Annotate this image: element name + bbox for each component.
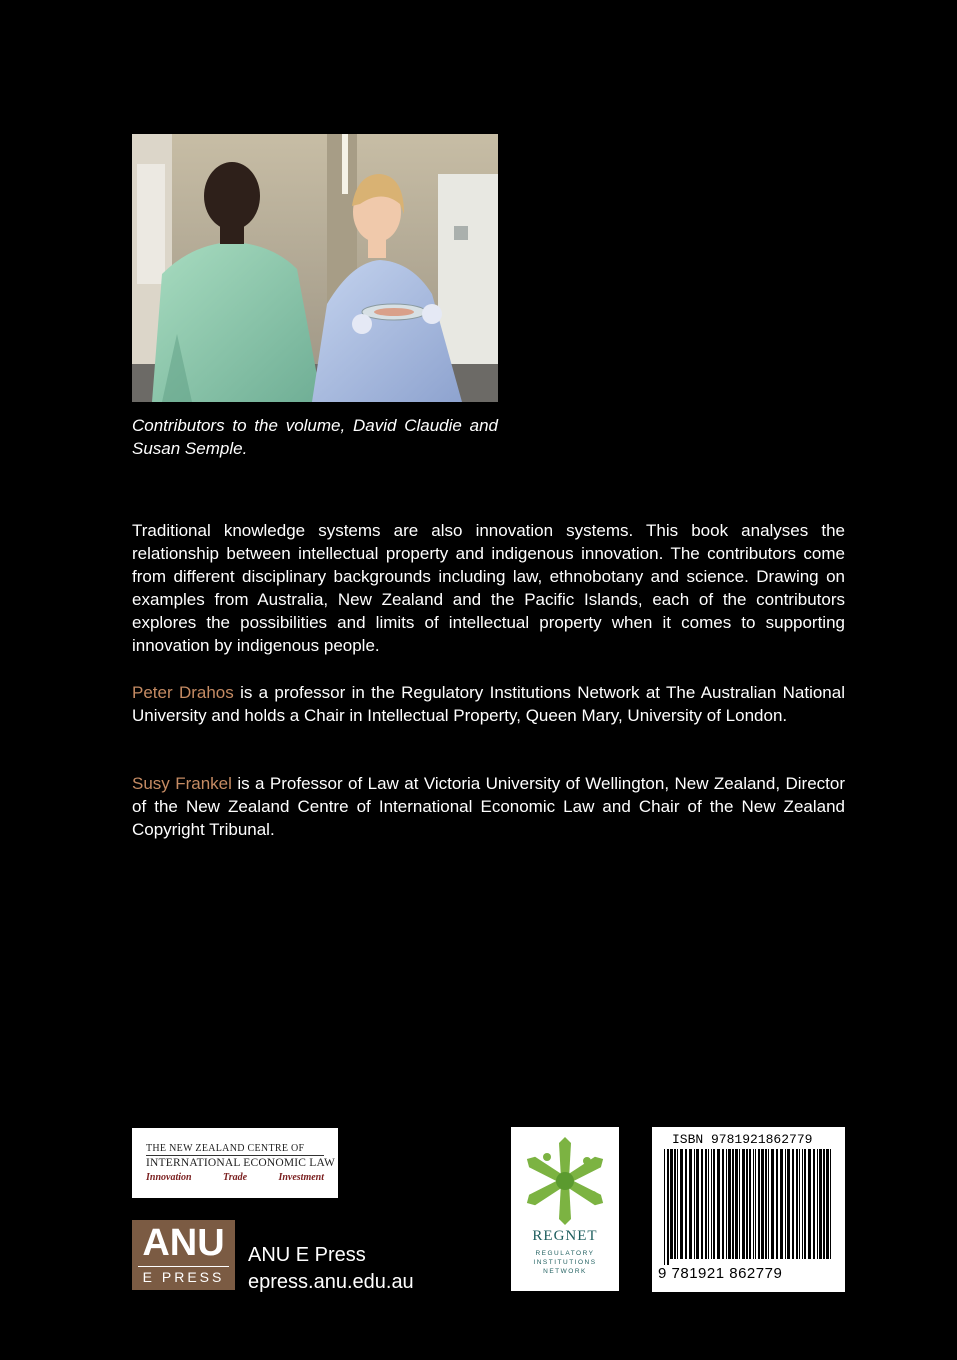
- barcode-bar: [755, 1149, 756, 1259]
- barcode-bar: [768, 1149, 769, 1259]
- barcode-bar: [808, 1149, 811, 1259]
- regnet-subtitle: REGULATORY INSTITUTIONS NETWORK: [533, 1250, 597, 1275]
- barcode-bar: [799, 1149, 800, 1259]
- barcode-bar: [708, 1149, 709, 1259]
- barcode-bar: [823, 1149, 825, 1259]
- regnet-name: REGNET: [532, 1228, 598, 1244]
- cover-photo: [132, 134, 498, 402]
- barcode-bar: [771, 1149, 774, 1259]
- nzciel-line1: THE NEW ZEALAND CENTRE OF: [146, 1143, 305, 1154]
- publisher-url: epress.anu.edu.au: [248, 1271, 414, 1293]
- barcode-bar: [717, 1149, 720, 1259]
- barcode-bar: [765, 1149, 767, 1259]
- publisher-name: ANU E Press: [248, 1244, 366, 1266]
- barcode-bar: [802, 1149, 803, 1259]
- barcode-bar: [670, 1149, 673, 1259]
- barcode-bars: [660, 1149, 837, 1265]
- tagline: Investment: [278, 1172, 324, 1183]
- anu-logo-subtext: E PRESS: [142, 1269, 225, 1285]
- barcode-bar: [696, 1149, 699, 1259]
- barcode-bar: [813, 1149, 815, 1259]
- barcode-bar: [711, 1149, 712, 1259]
- barcode-bar: [796, 1149, 798, 1259]
- anu-epress-logo: [132, 1220, 235, 1290]
- barcode-bar: [780, 1149, 783, 1259]
- barcode-bar: [804, 1149, 806, 1259]
- barcode-bar: [701, 1149, 703, 1259]
- barcode-bar: [785, 1149, 786, 1259]
- barcode-bar: [694, 1149, 695, 1259]
- barcode-bar: [677, 1149, 678, 1259]
- barcode-bar: [826, 1149, 829, 1259]
- tagline: Trade: [222, 1172, 248, 1183]
- barcode-bar: [713, 1149, 715, 1259]
- author-name: Peter Drahos: [132, 683, 234, 702]
- barcode-bar: [732, 1149, 734, 1259]
- barcode-bar: [742, 1149, 745, 1259]
- nzciel-taglines: [146, 1172, 324, 1183]
- author-bio-text: is a professor in the Regulatory Institutions Network at The Australian National University and holds a Chair in Intellectual Property, Queen Mary, University of London.: [132, 683, 845, 725]
- barcode-bar: [728, 1149, 731, 1259]
- barcode-bar: [819, 1149, 822, 1259]
- barcode-bar: [735, 1149, 738, 1259]
- barcode-bar: [746, 1149, 748, 1259]
- regnet-logo: [511, 1127, 619, 1291]
- barcode-bar: [758, 1149, 760, 1259]
- author-bio-frankel: [132, 772, 845, 841]
- barcode-bar: [722, 1149, 724, 1259]
- barcode-bar: [787, 1149, 790, 1259]
- nzciel-rule: [146, 1155, 324, 1156]
- barcode-bar: [664, 1149, 665, 1265]
- barcode-bar: [689, 1149, 692, 1259]
- isbn-label: ISBN 9781921862779: [672, 1132, 813, 1147]
- anu-logo-text: ANU: [142, 1222, 225, 1264]
- barcode-bar: [705, 1149, 707, 1259]
- barcode-bar: [749, 1149, 751, 1259]
- barcode-bar: [776, 1149, 778, 1259]
- barcode-bar: [685, 1149, 687, 1259]
- barcode-bar: [792, 1149, 794, 1259]
- book-description: Traditional knowledge systems are also innovation systems. This book analyses the relationship between intellectual property and indigenous innovation. The contributors come from different disciplinary backgrounds including law, ethnobotany and science. Drawing on examples from Australia, New Zealand and the Pacific Islands, each of the contributors explores the possibilities and limits of intellectual property when it comes to supporting innovation by indigenous people.: [132, 521, 845, 655]
- author-bio-text: is a Professor of Law at Victoria University of Wellington, New Zealand, Director of the New Zealand Centre of International Economic Law and Chair of the New Zealand Copyright Tribunal.: [132, 774, 845, 839]
- barcode-bar: [830, 1149, 831, 1259]
- barcode-bar: [726, 1149, 727, 1259]
- tagline: Innovation: [146, 1172, 192, 1183]
- nzciel-logo: [132, 1128, 338, 1198]
- barcode-bar: [674, 1149, 676, 1259]
- isbn-barcode: [652, 1127, 845, 1292]
- barcode-bar: [753, 1149, 754, 1259]
- anu-logo-rule: [138, 1266, 229, 1267]
- author-name: Susy Frankel: [132, 774, 232, 793]
- regnet-emblem-icon: [511, 1127, 619, 1227]
- photo-caption: Contributors to the volume, David Claudie and Susan Semple.: [132, 416, 498, 458]
- barcode-bar: [761, 1149, 764, 1259]
- author-bio-drahos: [132, 681, 845, 727]
- barcode-bar: [667, 1149, 669, 1265]
- barcode-bar: [817, 1149, 818, 1259]
- nzciel-line2: INTERNATIONAL ECONOMIC LAW: [146, 1157, 336, 1169]
- barcode-digits: 9 781921 862779: [658, 1265, 783, 1282]
- barcode-bar: [680, 1149, 683, 1259]
- barcode-bar: [739, 1149, 740, 1259]
